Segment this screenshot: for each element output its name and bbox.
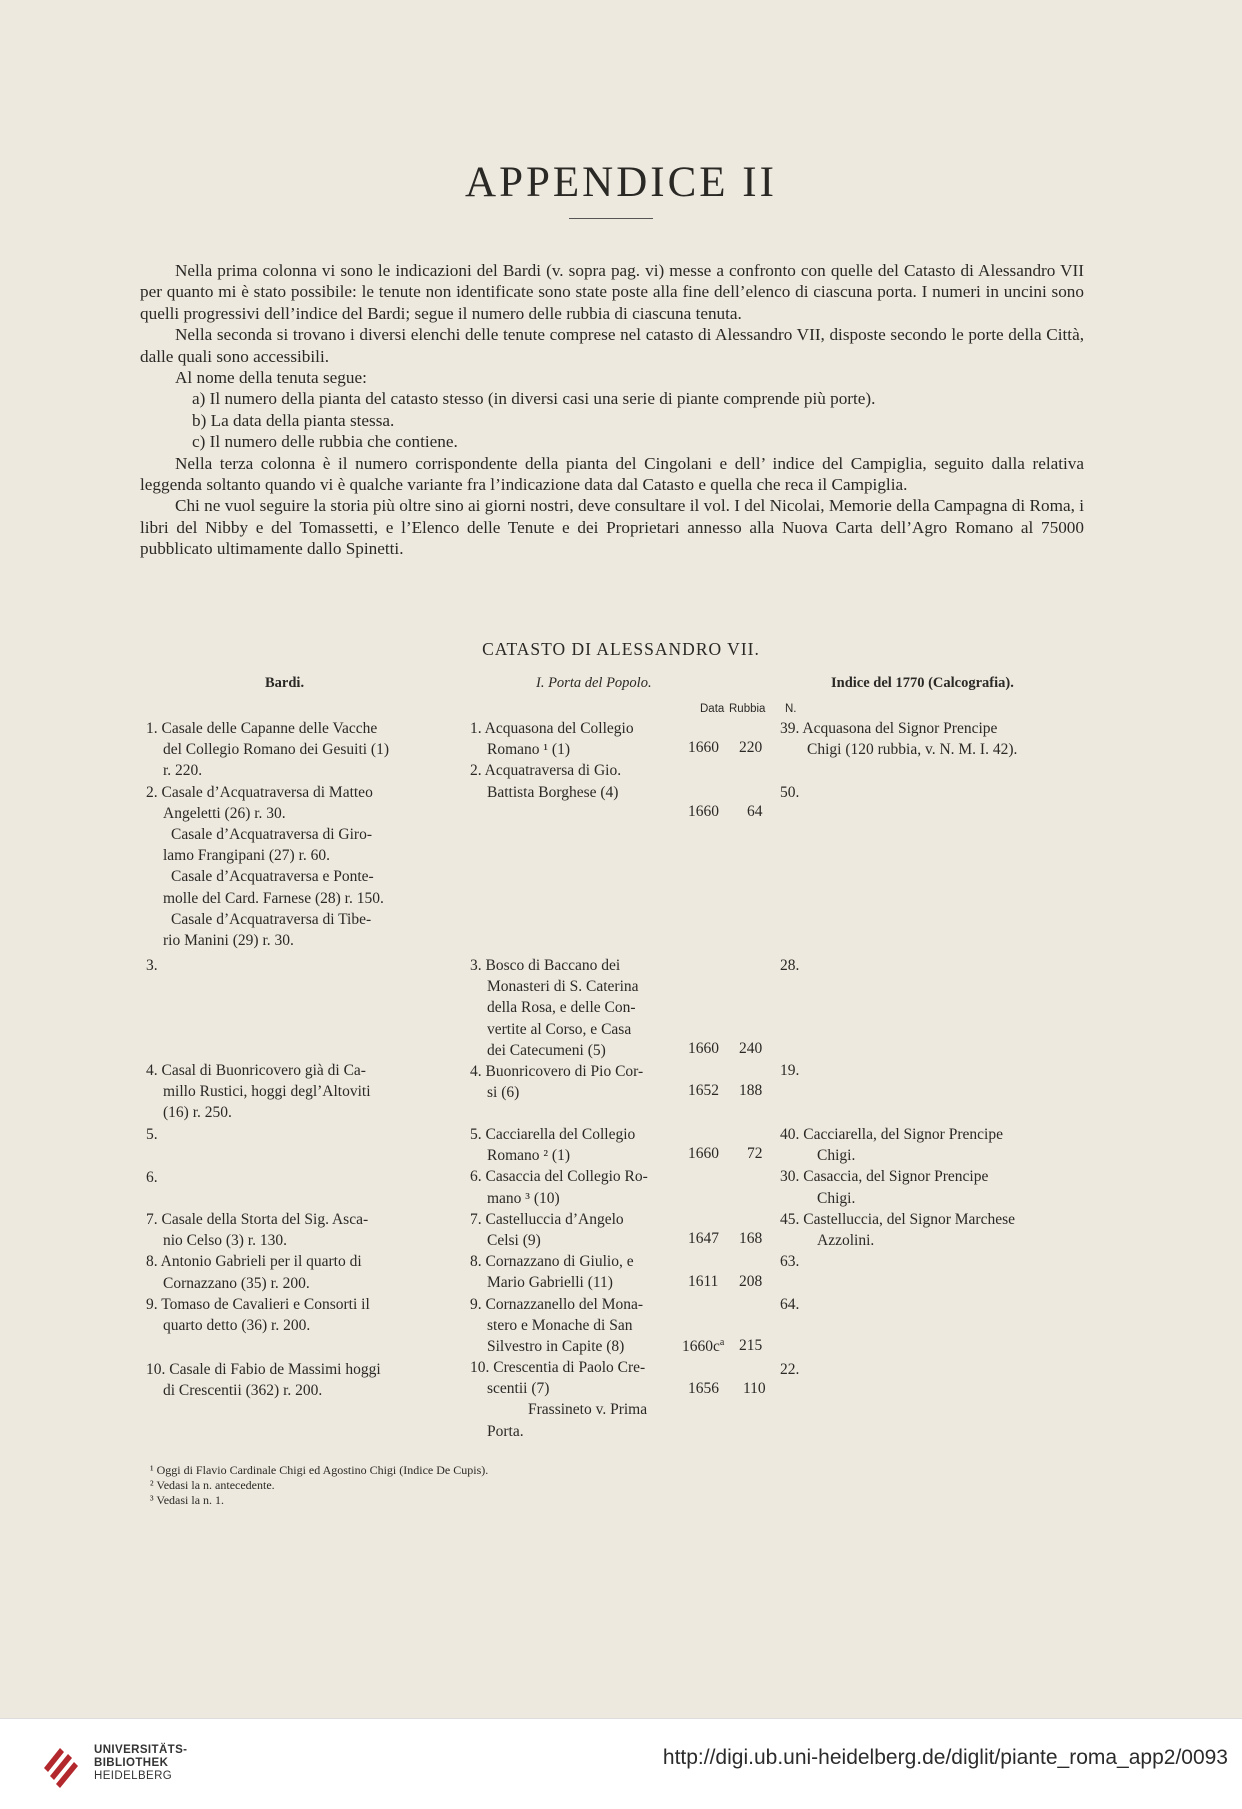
bardi-line: del Collegio Romano dei Gesuiti (1) xyxy=(163,741,390,759)
indice-line: 64. xyxy=(780,1296,800,1313)
bardi-line: 8. Antonio Gabrieli per il quarto di xyxy=(146,1253,362,1271)
bardi-entries-7-10 xyxy=(146,1209,446,1336)
intro-item-c: c) Il numero delle rubbia che contiene. xyxy=(192,432,458,452)
indice-column xyxy=(780,718,1086,760)
indice-line: 45. Castelluccia, del Signor Marchese xyxy=(780,1210,1016,1228)
indice-line: Chigi (120 rubbia, v. N. M. I. 42). xyxy=(807,741,1018,759)
indice-line: 63. xyxy=(780,1253,800,1271)
catasto-line: 9. Cornazzanello del Mona- xyxy=(470,1295,644,1313)
data-value: 1652 xyxy=(688,1082,719,1099)
library-logo-icon xyxy=(40,1738,82,1788)
rubbia-value: 168 xyxy=(739,1230,763,1247)
column-header-bardi: Bardi. xyxy=(265,675,305,691)
indice-line: Chigi. xyxy=(817,1189,856,1207)
bardi-line: Casale d’Acquatraversa di Giro- xyxy=(171,825,372,843)
catasto-line: 2. Acquatraversa di Gio. xyxy=(470,762,622,780)
indice-entry-3 xyxy=(780,955,1086,976)
data-value: 1660 xyxy=(688,1040,719,1057)
column-header-porta-text: I. Porta del Popolo. xyxy=(536,675,652,691)
rubbia-value: 110 xyxy=(743,1380,766,1397)
bardi-line: Angeletti (26) r. 30. xyxy=(163,804,286,822)
bardi-line: Casale d’Acquatraversa di Tibe- xyxy=(171,910,372,928)
intro-paragraph-2: Nella seconda si trovano i diversi elenchi delle tenute comprese nel catasto di Alessandro VII, disposte secondo le porte della Città, dalle quali sono accessibili. xyxy=(140,325,1084,366)
rubbia-value: 72 xyxy=(747,1145,763,1162)
rubbia-value: 208 xyxy=(739,1273,763,1290)
bardi-line: 4. Casal di Buonricovero già di Ca- xyxy=(146,1062,366,1079)
bardi-entry-6 xyxy=(146,1167,446,1188)
bardi-line: 10. Casale di Fabio de Massimi hoggi xyxy=(146,1361,381,1378)
catasto-line: Celsi (9) xyxy=(487,1231,541,1249)
bardi-line: di Crescentii (362) r. 200. xyxy=(163,1382,323,1400)
bardi-line: Casale d’Acquatraversa e Ponte- xyxy=(171,868,374,886)
intro-paragraph-1: Nella prima colonna vi sono le indicazioni del Bardi (v. sopra pag. vi) messe a confronto con quelle del Catasto di Alessandro VII per quanto mi è stato possibile: le tenute non identificate sono state poste alla fine dell’elenco di ciascuna porta. I numeri in uncini sono quelli progressivi dell’indice del Bardi; segue il numero delle rubbia di ciascuna tenuta. xyxy=(140,261,1084,323)
bardi-entry-5 xyxy=(146,1124,446,1145)
indice-line: 40. Cacciarella, del Signor Prencipe xyxy=(780,1126,1003,1143)
catasto-line: stero e Monache di San xyxy=(487,1316,633,1334)
footnote-1: ¹ Oggi di Flavio Cardinale Chigi ed Agostino Chigi (Indice De Cupis). xyxy=(150,1463,489,1477)
bardi-line: (16) r. 250. xyxy=(163,1104,232,1122)
subheader-n: N. xyxy=(785,703,797,715)
bardi-column xyxy=(146,718,446,951)
library-name xyxy=(94,1744,187,1783)
intro-text xyxy=(140,260,1084,560)
catasto-line: Monasteri di S. Caterina xyxy=(487,978,639,996)
bardi-line: molle del Card. Farnese (28) r. 150. xyxy=(163,889,384,907)
bardi-entry-10 xyxy=(146,1359,446,1401)
bardi-line: r. 220. xyxy=(163,762,203,780)
page-title: APPENDICE II xyxy=(465,159,777,206)
catasto-line: 3. Bosco di Baccano dei xyxy=(470,957,621,974)
library-name-line-1: UNIVERSITÄTS- xyxy=(94,1744,188,1756)
column-header-porta xyxy=(536,675,652,692)
catasto-line: Mario Gabrielli (11) xyxy=(487,1274,613,1292)
indice-entries-5-7 xyxy=(780,1124,1086,1272)
bardi-line: lamo Frangipani (27) r. 60. xyxy=(163,847,331,865)
bardi-line: millo Rustici, hoggi degl’Altoviti xyxy=(163,1083,371,1101)
data-value: 1660 xyxy=(688,803,719,820)
title-rule xyxy=(569,218,653,219)
catasto-entries-5-10 xyxy=(470,1124,766,1442)
intro-item-b: b) La data della pianta stessa. xyxy=(192,410,395,430)
subheader-data: Data xyxy=(700,703,725,715)
indice-line: Azzolini. xyxy=(817,1231,875,1249)
catasto-line: 4. Buonricovero di Pio Cor- xyxy=(470,1062,644,1080)
catasto-line: Silvestro in Capite (8) xyxy=(487,1337,625,1355)
catasto-line: della Rosa, e delle Con- xyxy=(487,999,636,1017)
data-value: 1660 xyxy=(688,739,719,756)
catasto-line: Romano ² (1) xyxy=(487,1147,570,1165)
data-value: 1611 xyxy=(688,1273,719,1290)
data-value-superscript: a xyxy=(719,1337,725,1348)
data-value-text: 1660c xyxy=(682,1338,720,1356)
catasto-line: dei Catecumeni (5) xyxy=(487,1041,606,1059)
bardi-line: 7. Casale della Storta del Sig. Asca- xyxy=(146,1211,369,1228)
intro-paragraph-3: Al nome della tenuta segue: xyxy=(175,368,367,388)
bardi-line: 9. Tomaso de Cavalieri e Consorti il xyxy=(146,1295,370,1313)
bardi-line: nio Celso (3) r. 130. xyxy=(163,1232,287,1250)
catasto-line: mano ³ (10) xyxy=(487,1189,560,1207)
bardi-line: rio Manini (29) r. 30. xyxy=(163,931,294,949)
rubbia-value: 188 xyxy=(739,1082,763,1099)
catasto-column xyxy=(470,718,766,803)
bardi-line: 2. Casale d’Acquatraversa di Matteo xyxy=(146,783,373,801)
indice-line: 22. xyxy=(780,1361,800,1378)
indice-line: 19. xyxy=(780,1062,800,1079)
intro-item-a: a) Il numero della pianta del catasto stesso (in diversi casi una serie di piante comprende più porte). xyxy=(192,389,876,409)
catasto-line: 5. Cacciarella del Collegio xyxy=(470,1126,636,1143)
indice-line: Chigi. xyxy=(817,1147,856,1165)
intro-paragraph-5: Chi ne vuol seguire la storia più oltre sino ai giorni nostri, deve consultare il vol. I del Nicolai, Memorie della Campagna di Roma, i libri del Nibby e del Tomassetti, e l’Elenco delle Tenute e dei Proprietari annesso alla Nuova Carta dell’Agro Romano al 75000 pubblicato ultimamente dallo Spinetti. xyxy=(140,496,1084,559)
catasto-line: vertite al Corso, e Casa xyxy=(487,1020,632,1038)
catasto-line: 6. Casaccia del Collegio Ro- xyxy=(470,1168,648,1186)
bardi-entry-3 xyxy=(146,955,446,976)
indice-entry-10 xyxy=(780,1359,1086,1380)
bardi-line: 1. Casale delle Capanne delle Vacche xyxy=(146,720,378,737)
data-value: 1660 xyxy=(688,1145,719,1162)
catasto-line: 7. Castelluccia d’Angelo xyxy=(470,1210,624,1228)
rubbia-value: 240 xyxy=(739,1040,763,1057)
indice-entry-4 xyxy=(780,1060,1086,1081)
library-name-line-3: HEIDELBERG xyxy=(94,1770,173,1782)
catasto-line: 1. Acquasona del Collegio xyxy=(470,720,634,737)
subheader-rubbia: Rubbia xyxy=(729,703,766,715)
catasto-line: si (6) xyxy=(487,1084,520,1102)
indice-line: 30. Casaccia, del Signor Prencipe xyxy=(780,1168,989,1186)
bardi-line: Cornazzano (35) r. 200. xyxy=(163,1274,310,1292)
catasto-entry-3 xyxy=(470,955,766,1103)
bardi-entry-4 xyxy=(146,1060,446,1124)
data-value: 1647 xyxy=(688,1230,719,1247)
source-url-link[interactable]: http://digi.ub.uni-heidelberg.de/diglit/piante_roma_app2/0093 xyxy=(662,1746,1228,1769)
indice-line: 39. Acquasona del Signor Prencipe xyxy=(780,720,998,737)
catasto-line: scentii (7) xyxy=(487,1380,550,1398)
footnote-3: ³ Vedasi la n. 1. xyxy=(150,1493,225,1507)
rubbia-value: 215 xyxy=(739,1337,763,1354)
footnote-2: ² Vedasi la n. antecedente. xyxy=(150,1478,275,1492)
section-heading: CATASTO DI ALESSANDRO VII. xyxy=(482,639,760,659)
catasto-line: 8. Cornazzano di Giulio, e xyxy=(470,1253,634,1271)
indice-line: 28. xyxy=(780,957,800,974)
bardi-line: 3. xyxy=(146,957,158,974)
rubbia-value: 64 xyxy=(747,803,763,820)
bardi-line: quarto detto (36) r. 200. xyxy=(163,1316,311,1334)
intro-paragraph-4: Nella terza colonna è il numero corrispondente della pianta del Cingolani e dell’ indice del Campiglia, seguito dalla relativa leggenda soltanto quando vi è qualche variante fra l’indicazione data dal Catasto e quella che reca il Campiglia. xyxy=(140,453,1084,495)
footnotes xyxy=(150,1463,488,1508)
data-value xyxy=(682,1337,724,1356)
catasto-line: 10. Crescentia di Paolo Cre- xyxy=(470,1359,646,1377)
data-value: 1656 xyxy=(688,1380,719,1397)
bardi-line: 5. xyxy=(146,1126,158,1143)
library-name-line-2: BIBLIOTHEK xyxy=(94,1757,169,1769)
catasto-line: Frassineto v. Prima xyxy=(528,1401,648,1419)
catasto-line: Romano ¹ (1) xyxy=(487,741,570,759)
catasto-line: Battista Borghese (4) xyxy=(487,783,619,801)
indice-entry-2 xyxy=(780,782,1086,803)
bardi-line: 6. xyxy=(146,1169,158,1186)
catasto-line: Porta. xyxy=(487,1422,524,1440)
indice-entry-9 xyxy=(780,1294,1086,1315)
column-header-indice: Indice del 1770 (Calcografia). xyxy=(831,675,1014,691)
rubbia-value: 220 xyxy=(739,739,763,756)
indice-line: 50. xyxy=(780,784,800,801)
